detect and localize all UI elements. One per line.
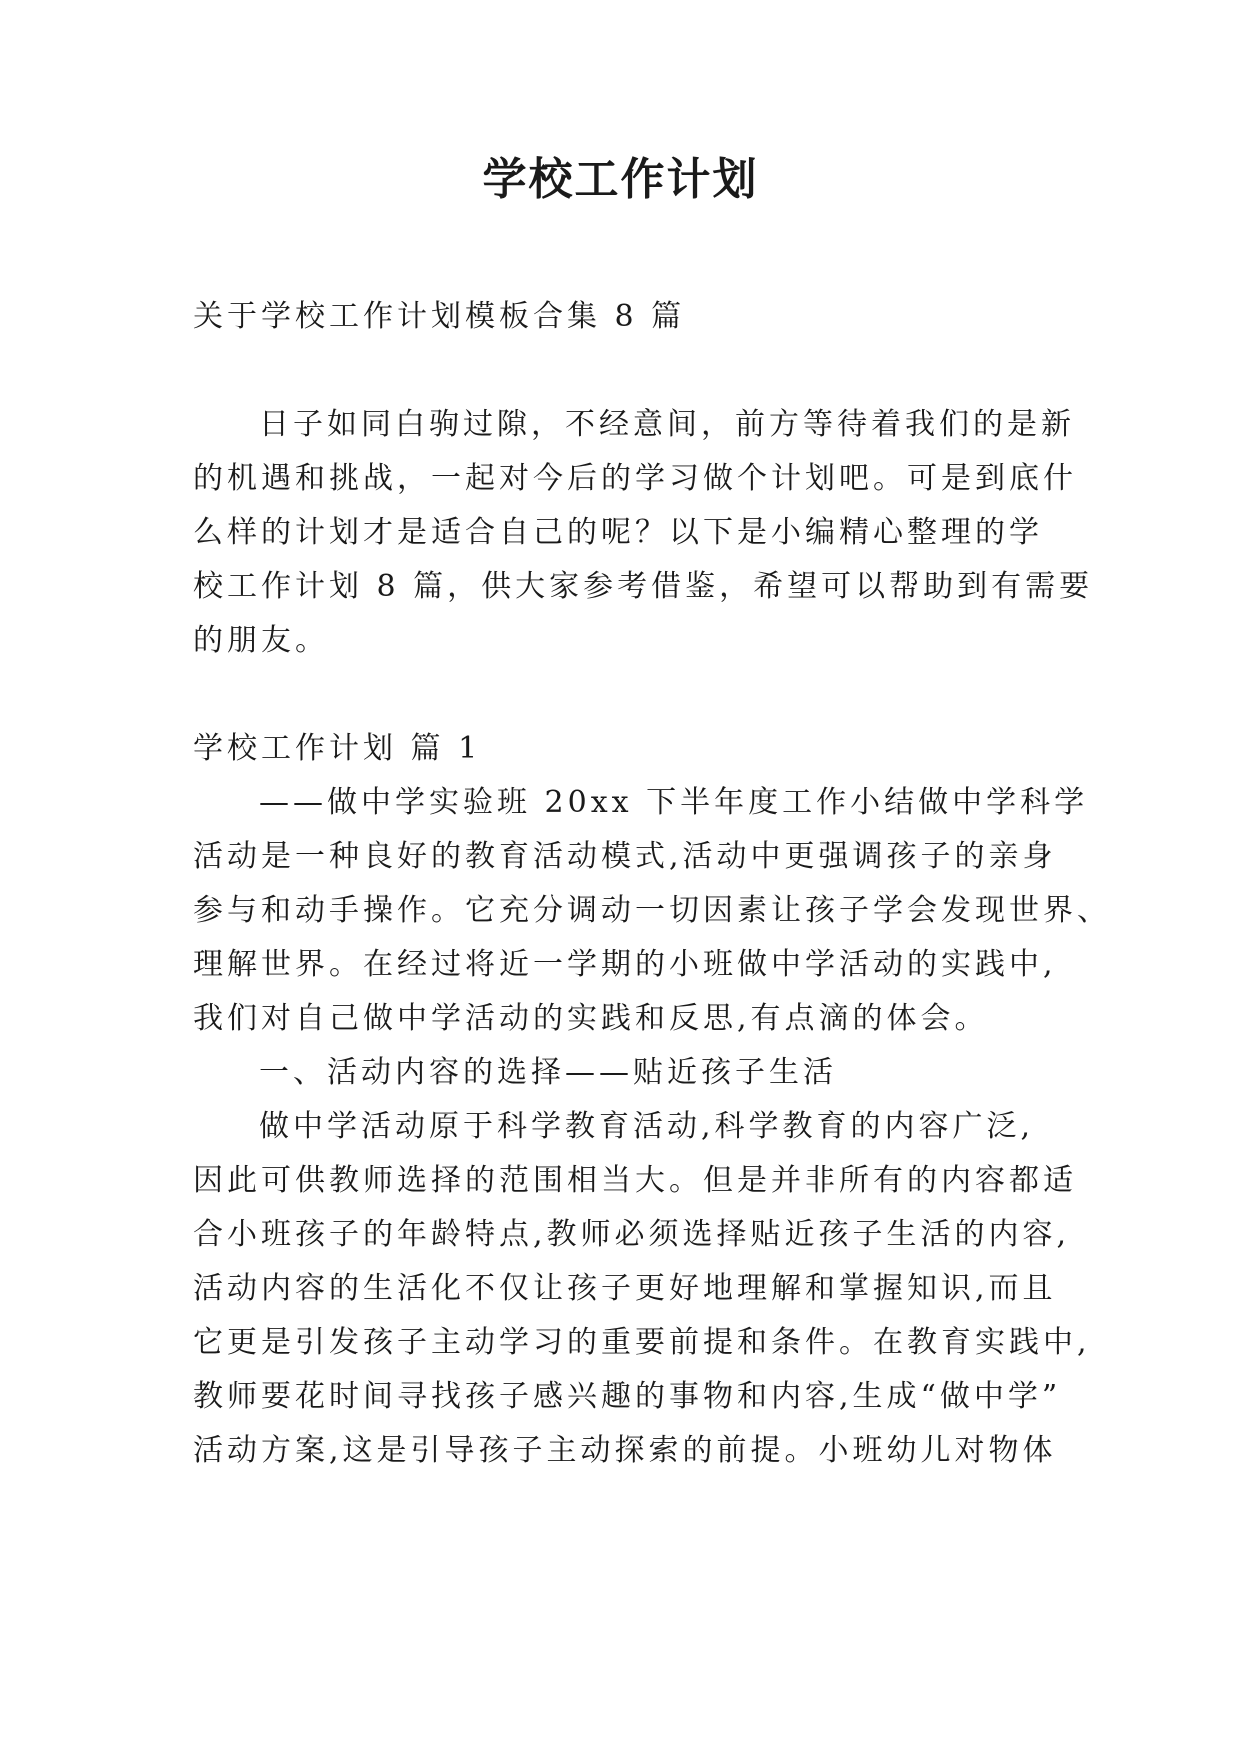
section-line: 参与和动手操作。它充分调动一切因素让孩子学会发现世界、 — [193, 893, 1111, 928]
intro-line: 的朋友。 — [193, 623, 329, 658]
body-line: 教师要花时间寻找孩子感兴趣的事物和内容,生成“做中学” — [193, 1379, 1062, 1414]
document-body — [193, 290, 1111, 1478]
intro-line: 的机遇和挑战，一起对今后的学习做个计划吧。可是到底什 — [193, 461, 1077, 496]
spacer — [193, 668, 1053, 722]
intro-paragraph — [193, 398, 1094, 668]
section-paragraph — [193, 776, 1111, 1046]
section-line: 活动是一种良好的教育活动模式,活动中更强调孩子的亲身 — [193, 839, 1057, 874]
intro-line: 么样的计划才是适合自己的呢？以下是小编精心整理的学 — [193, 515, 1043, 550]
body-paragraph — [193, 1100, 1091, 1478]
document-subtitle: 关于学校工作计划模板合集 8 篇 — [193, 299, 686, 334]
subheading: 一、活动内容的选择——贴近孩子生活 — [259, 1055, 837, 1090]
body-line: 活动方案,这是引导孩子主动探索的前提。小班幼儿对物体 — [193, 1433, 1057, 1468]
section-line: ——做中学实验班 20xx 下半年度工作小结做中学科学 — [259, 785, 1089, 820]
section-line: 我们对自己做中学活动的实践和反思,有点滴的体会。 — [193, 1001, 989, 1036]
body-line: 因此可供教师选择的范围相当大。但是并非所有的内容都适 — [193, 1163, 1077, 1198]
body-line: 活动内容的生活化不仅让孩子更好地理解和掌握知识,而且 — [193, 1271, 1057, 1306]
body-line: 做中学活动原于科学教育活动,科学教育的内容广泛, — [259, 1109, 1035, 1144]
intro-line: 日子如同白驹过隙，不经意间，前方等待着我们的是新 — [259, 407, 1075, 442]
body-line: 合小班孩子的年龄特点,教师必须选择贴近孩子生活的内容, — [193, 1217, 1071, 1252]
section-line: 理解世界。在经过将近一学期的小班做中学活动的实践中, — [193, 947, 1057, 982]
body-line: 它更是引发孩子主动学习的重要前提和条件。在教育实践中, — [193, 1325, 1091, 1360]
intro-line: 校工作计划 8 篇，供大家参考借鉴，希望可以帮助到有需要 — [193, 569, 1094, 604]
spacer — [193, 344, 1053, 398]
document-title: 学校工作计划 — [482, 154, 759, 205]
section-heading: 学校工作计划 篇 1 — [193, 731, 482, 766]
